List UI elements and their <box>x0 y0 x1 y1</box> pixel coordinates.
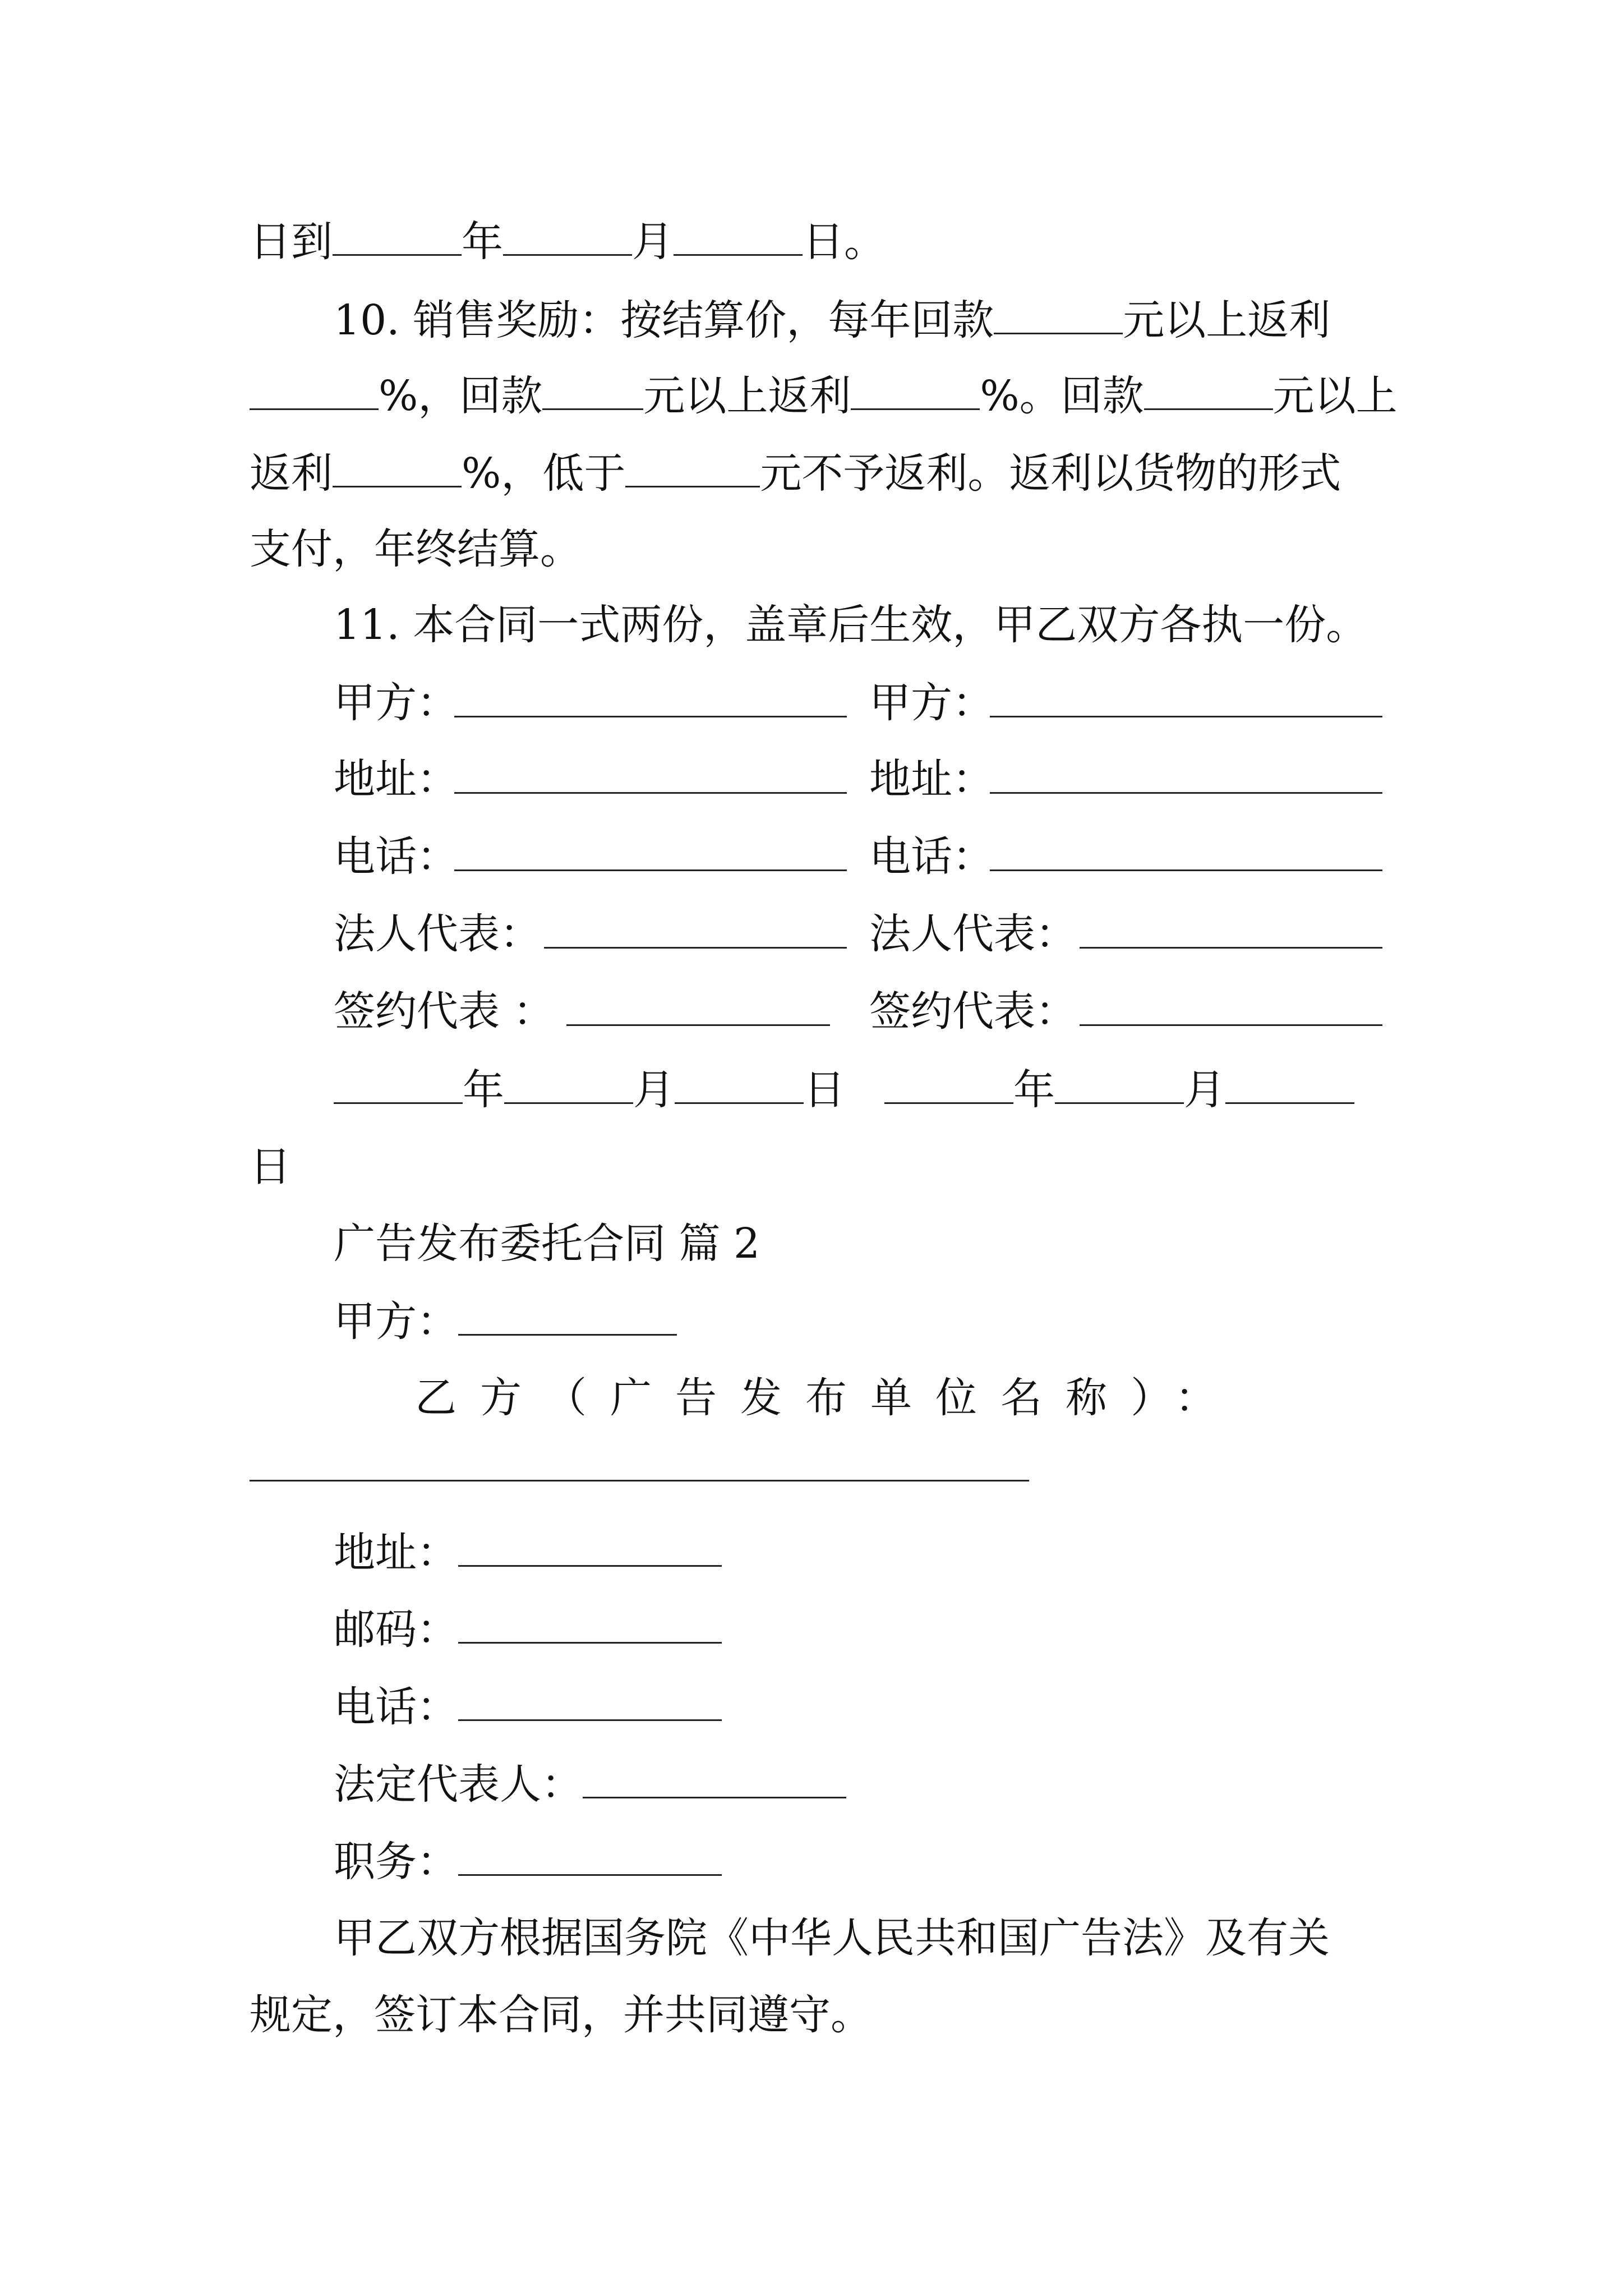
text-year-a: 年 <box>463 1066 504 1114</box>
sign-right-label-address: 地址： <box>869 755 994 803</box>
field-title-blank <box>458 1841 722 1876</box>
blank-amount-1 <box>994 299 1123 334</box>
sign-left-label-legal-rep: 法人代表： <box>334 910 541 958</box>
blank-rate-2 <box>851 375 980 410</box>
sign-left-blank-legal-rep <box>544 913 847 949</box>
sign-right-label-phone: 电话： <box>869 832 994 881</box>
blank-day <box>674 220 803 256</box>
item10-line4: 支付，年终结算。 <box>250 525 582 573</box>
field-postcode-blank <box>458 1608 722 1644</box>
text-month-a: 月 <box>633 1066 675 1114</box>
sign-right-blank-signing-rep <box>1080 991 1382 1026</box>
item10-text-b: 元以上返利 <box>1123 296 1331 344</box>
blank-amount-2 <box>542 375 643 410</box>
field-phone-blank <box>458 1686 722 1721</box>
item10-text-h: %，低于 <box>462 449 626 498</box>
blank-amount-4 <box>625 452 760 487</box>
item10-text-e: %。回款 <box>980 372 1144 420</box>
party-a-blank <box>458 1300 677 1336</box>
sign-date-tail: 日 <box>250 1143 291 1191</box>
sign-date-line <box>334 1066 1354 1114</box>
sign-left-blank-address <box>454 758 847 794</box>
field-address-line <box>334 1529 722 1577</box>
item10-line3 <box>250 449 1341 498</box>
sign-right-blank-phone <box>990 836 1382 871</box>
blank-sign-year-a <box>334 1069 463 1104</box>
party-b-label: 乙方（广告发布单位名称）： <box>415 1374 1240 1422</box>
blank-sign-day-b <box>1225 1069 1354 1104</box>
sign-right-label-legal-rep: 法人代表： <box>869 910 1077 958</box>
field-phone-line <box>334 1683 722 1731</box>
item10-line1 <box>334 296 1331 344</box>
field-postcode-line <box>334 1605 722 1654</box>
sign-left-blank-signing-rep <box>566 991 830 1026</box>
text-day-a: 日 <box>804 1066 845 1114</box>
sign-right-blank-address <box>990 758 1382 794</box>
text-ri: 日。 <box>803 218 886 266</box>
blank-sign-month-a <box>504 1069 633 1104</box>
text-riDao: 日到 <box>250 218 333 266</box>
blank-sign-day-a <box>675 1069 804 1104</box>
party-a-line <box>334 1297 677 1346</box>
field-address-blank <box>458 1531 722 1567</box>
blank-sign-month-b <box>1055 1069 1184 1104</box>
sign-left-label-signing-rep: 签约代表 ： <box>334 987 555 1036</box>
sign-right-blank-legal-rep <box>1080 913 1382 949</box>
blank-rate-1 <box>250 375 379 410</box>
party-a-label: 甲方： <box>334 1297 458 1346</box>
blank-month <box>503 220 632 256</box>
sign-left-blank-party <box>454 682 847 717</box>
closing-line-2: 规定，签订本合同，并共同遵守。 <box>250 1991 872 2039</box>
party-b-blank <box>250 1453 1029 1481</box>
field-title-label: 职务： <box>334 1838 458 1886</box>
text-month-b: 月 <box>1184 1066 1225 1114</box>
text-yue: 月 <box>632 218 674 266</box>
field-legal-rep-line <box>334 1760 846 1809</box>
text-year-b: 年 <box>1013 1066 1055 1114</box>
item11-line: 11. 本合同一式两份，盖章后生效，甲乙双方各执一份。 <box>334 601 1368 649</box>
text-nian: 年 <box>462 218 503 266</box>
sign-left-blank-phone <box>454 836 847 871</box>
sign-left-label-party: 甲方： <box>334 679 458 727</box>
sign-left-label-phone: 电话： <box>334 832 458 881</box>
party-b-line <box>415 1374 1366 1422</box>
date-end-line <box>250 218 886 266</box>
sign-left-label-address: 地址： <box>334 755 458 803</box>
item10-text-a: 10. 销售奖励：按结算价，每年回款 <box>334 296 994 344</box>
field-postcode-label: 邮码： <box>334 1605 458 1654</box>
item10-text-c: %，回款 <box>379 372 543 420</box>
sign-right-blank-party <box>990 682 1382 717</box>
blank-sign-year-b <box>884 1069 1013 1104</box>
field-legal-rep-label: 法定代表人： <box>334 1760 583 1809</box>
sign-right-label-signing-rep: 签约代表： <box>869 987 1077 1036</box>
item10-text-f: 元以上 <box>1272 372 1398 420</box>
closing-line-1: 甲乙双方根据国务院《中华人民共和国广告法》及有关 <box>334 1914 1330 1962</box>
field-phone-label: 电话： <box>334 1683 458 1731</box>
item10-text-g: 返利 <box>250 449 333 498</box>
item10-text-i: 元不予返利。返利以货物的形式 <box>760 449 1341 498</box>
blank-rate-3 <box>333 452 462 487</box>
item10-text-d: 元以上返利 <box>643 372 851 420</box>
field-title-line <box>334 1838 722 1886</box>
section2-title: 广告发布委托合同 篇 2 <box>334 1220 760 1268</box>
field-legal-rep-blank <box>583 1763 846 1798</box>
item10-line2 <box>250 372 1398 420</box>
sign-right-label-party: 甲方： <box>869 679 994 727</box>
blank-amount-3 <box>1144 375 1273 410</box>
blank-year <box>333 220 462 256</box>
field-address-label: 地址： <box>334 1529 458 1577</box>
